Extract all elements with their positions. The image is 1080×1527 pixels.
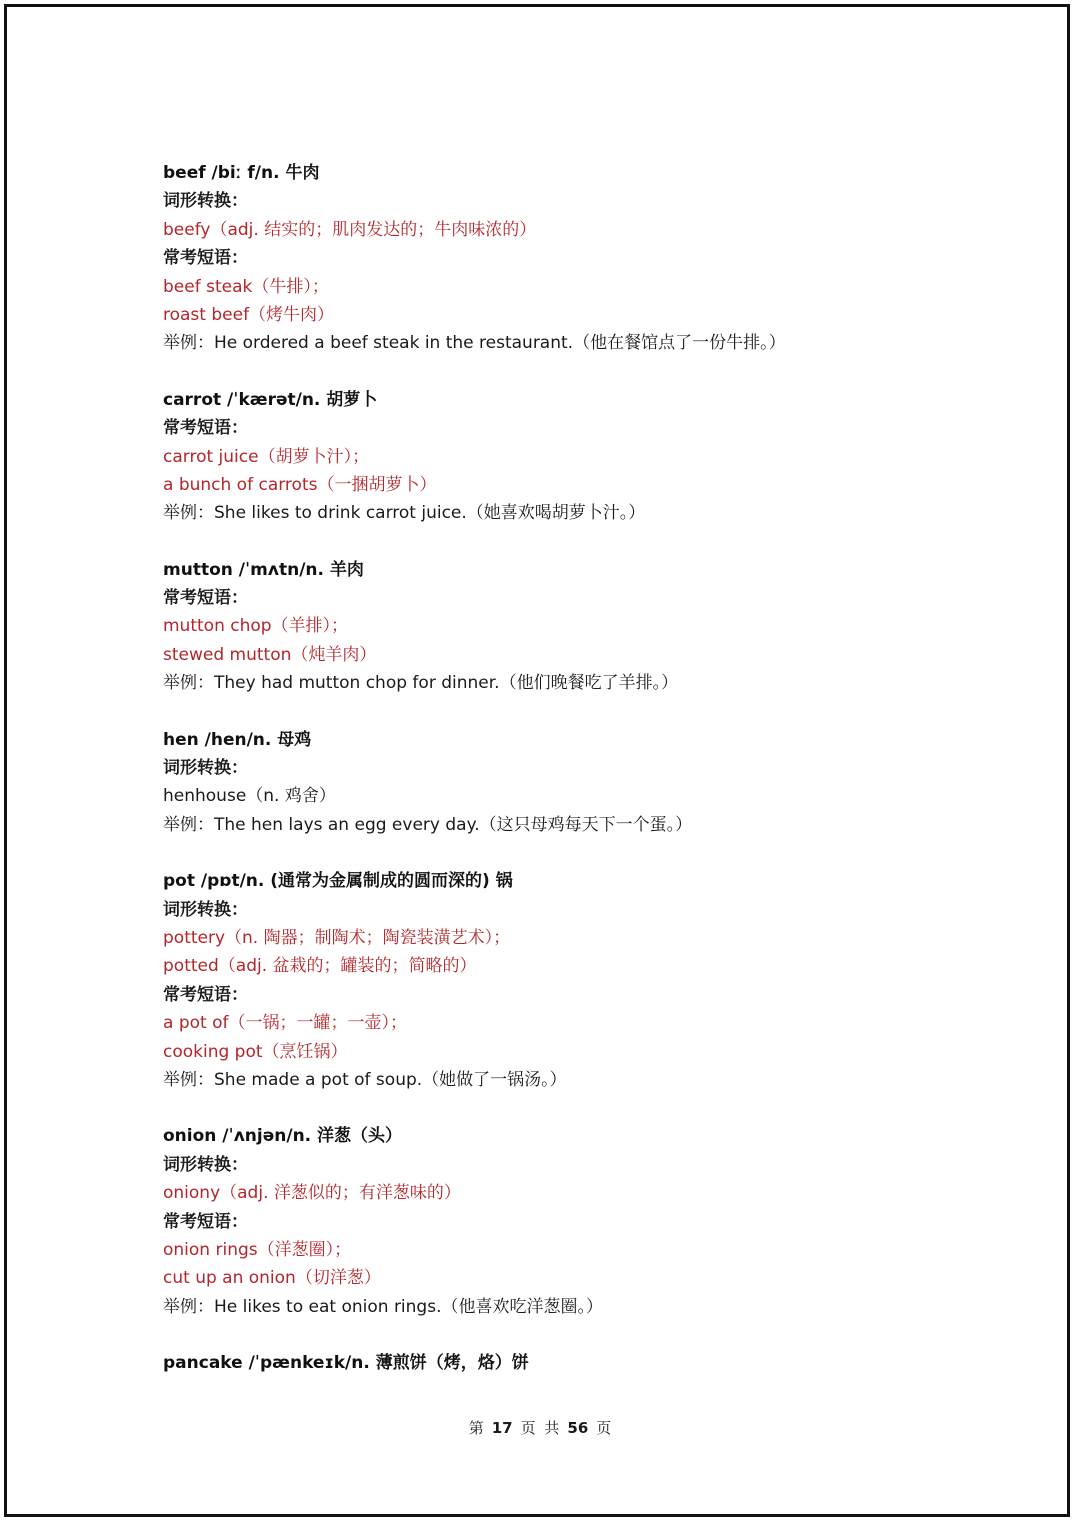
example-sentence: 举例：They had mutton chop for dinner.（他们晚餐吃了羊排。） xyxy=(163,673,679,694)
phrase-line: roast beef（烤牛肉） xyxy=(163,304,335,325)
phrase-line: a bunch of carrots（一捆胡萝卜） xyxy=(163,474,437,495)
vocab-entry xyxy=(163,556,983,698)
phrase-line: stewed mutton（炖羊肉） xyxy=(163,644,377,665)
vocab-entry xyxy=(163,726,983,840)
example-sentence: 举例：She likes to drink carrot juice.（她喜欢喝胡萝卜汁。） xyxy=(163,503,646,524)
footer-suffix: 页 xyxy=(596,1419,612,1437)
entry-headword: carrot /ˈkærət/n. 胡萝卜 xyxy=(163,389,378,410)
word-form-line: henhouse（n. 鸡舍） xyxy=(163,786,336,807)
section-label: 常考短语： xyxy=(163,588,248,609)
vocab-entry xyxy=(163,1349,983,1377)
section-label: 常考短语： xyxy=(163,1211,248,1232)
example-sentence: 举例：She made a pot of soup.（她做了一锅汤。） xyxy=(163,1069,567,1090)
footer-prefix: 第 xyxy=(468,1419,484,1437)
phrase-line: cooking pot（烹饪锅） xyxy=(163,1041,348,1062)
entry-headword: pancake /ˈpænkeɪk/n. 薄煎饼（烤，烙）饼 xyxy=(163,1353,529,1374)
phrase-line: potted（adj. 盆栽的；罐装的；简略的） xyxy=(163,956,477,977)
phrase-line: beef steak（牛排）； xyxy=(163,276,329,297)
entry-headword: mutton /ˈmʌtn/n. 羊肉 xyxy=(163,559,364,580)
footer-mid2: 共 xyxy=(544,1419,560,1437)
phrase-line: onion rings（洋葱圈）； xyxy=(163,1239,352,1260)
document-body xyxy=(163,159,983,1405)
section-label: 词形转换： xyxy=(163,899,248,920)
vocab-entry xyxy=(163,1122,983,1321)
vocab-entry xyxy=(163,386,983,528)
phrase-line: pottery（n. 陶器；制陶术；陶瓷装潢艺术）； xyxy=(163,927,511,948)
footer-page-number: 17 xyxy=(491,1419,513,1437)
vocab-entry xyxy=(163,159,983,358)
phrase-line: cut up an onion（切洋葱） xyxy=(163,1268,381,1289)
section-label: 词形转换： xyxy=(163,1154,248,1175)
example-sentence: 举例：He likes to eat onion rings.（他喜欢吃洋葱圈。） xyxy=(163,1296,603,1317)
vocab-entry xyxy=(163,867,983,1094)
section-label: 词形转换： xyxy=(163,191,248,212)
section-label: 常考短语： xyxy=(163,984,248,1005)
phrase-line: beefy（adj. 结实的；肌肉发达的；牛肉味浓的） xyxy=(163,219,537,240)
section-label: 常考短语： xyxy=(163,248,248,269)
example-sentence: 举例：The hen lays an egg every day.（这只母鸡每天下一个蛋。） xyxy=(163,814,693,835)
page-footer xyxy=(0,1417,1080,1438)
entry-headword: onion /ˈʌnjən/n. 洋葱（头） xyxy=(163,1126,403,1147)
example-sentence: 举例：He ordered a beef steak in the restaurant.（他在餐馆点了一份牛排。） xyxy=(163,333,786,354)
phrase-line: oniony（adj. 洋葱似的；有洋葱味的） xyxy=(163,1183,461,1204)
entry-headword: hen /hen/n. 母鸡 xyxy=(163,729,312,750)
entry-headword: pot /pɒt/n. (通常为金属制成的圆而深的) 锅 xyxy=(163,871,513,892)
phrase-line: a pot of（一锅；一罐；一壶）； xyxy=(163,1013,407,1034)
section-label: 常考短语： xyxy=(163,418,248,439)
section-label: 词形转换： xyxy=(163,758,248,779)
footer-total-pages: 56 xyxy=(567,1419,589,1437)
entry-headword: beef /biː f/n. 牛肉 xyxy=(163,163,320,183)
phrase-line: carrot juice（胡萝卜汁）； xyxy=(163,446,370,467)
phrase-line: mutton chop（羊排）； xyxy=(163,616,349,637)
footer-mid1: 页 xyxy=(520,1419,536,1437)
